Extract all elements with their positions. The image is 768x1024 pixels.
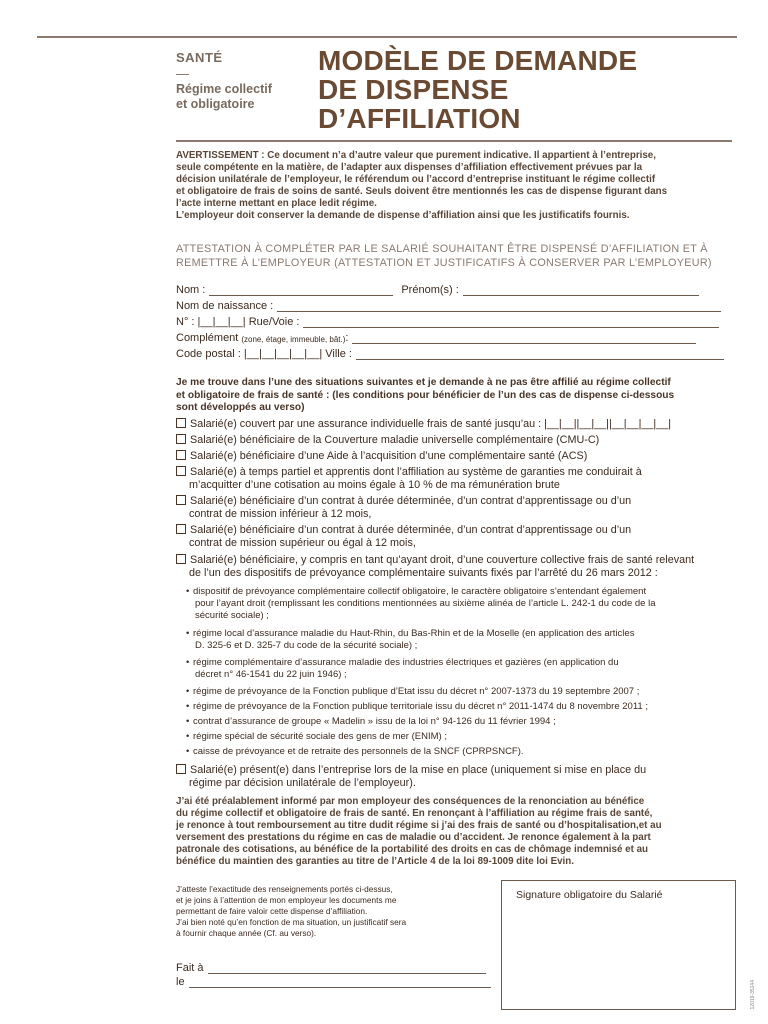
list-item: • régime de prévoyance de la Fonction publique territoriale issu du décret n° 2011-1474 du 8 novembre 2011 ; [186,701,648,712]
option-acs: Salarié(e) bénéficiaire d’une Aide à l’acquisition d’une complémentaire santé (ACS) [176,450,587,463]
page-title: MODÈLE DE DEMANDE DE DISPENSE D’AFFILIATION [318,45,638,134]
checkbox-long-contract[interactable] [176,524,186,534]
list-item: • régime local d’assurance maladie du Haut-Rhin, du Bas-Rhin et de la Moselle (en application des articles D. 325-6 et D. 325-7 du code de la sécurité sociale) ; [186,628,635,651]
option-short-contract: Salarié(e) bénéficiaire d’un contrat à durée déterminée, d’un contrat d’apprentissage ou d’un contrat de mission inférieur à 12 mois, [176,495,631,521]
category-dash: — [176,66,189,81]
nom-input[interactable] [209,285,393,296]
city-input[interactable] [356,349,724,360]
checkbox-collective-coverage[interactable] [176,554,186,564]
list-item: • contrat d’assurance de groupe « Madelin » issu de la loi n° 94-126 du 11 février 1994 ; [186,716,556,727]
complement-hint: (zone, étage, immeuble, bât.) [241,335,346,344]
birth-name-label: Nom de naissance : [176,300,274,312]
checkbox-short-contract[interactable] [176,495,186,505]
attestation-heading: ATTESTATION À COMPLÉTER PAR LE SALARIÉ SOUHAITANT ÊTRE DISPENSÉ D’AFFILIATION ET À REMETTRE À L’EMPLOYEUR (ATTESTATION ET JUSTIFICATIFS À CONSERVER PAR L’EMPLOYEUR) [176,243,712,269]
checkbox-acs[interactable] [176,450,186,460]
top-rule [37,36,737,38]
option-cmu-c: Salarié(e) bénéficiaire de la Couverture maladie universelle complémentaire (CMU-C) [176,434,599,447]
date-input[interactable] [189,977,491,988]
postal-label: Code postal : |__|__|__|__|__| Ville : [176,348,352,360]
list-item: • caisse de prévoyance et de retraite des personnels de la SNCF (CPRPSNCF). [186,746,524,757]
situations-intro: Je me trouve dans l’une des situations suivantes et je demande à ne pas être affilié au régime collectif et obligatoire de frais de santé : (les conditions pour bénéficier de l’un des cas de dispense ci-dessous sont développés au verso) [176,377,675,413]
option-collective-coverage: Salarié(e) bénéficiaire, y compris en tant qu’ayant droit, d’une couverture collective frais de santé relevant de l’un des dispositifs de prévoyance complémentaire suivants fixés par l’arrêté du 26 mars 2012 : [176,554,694,580]
option-present-at-setup: Salarié(e) présent(e) dans l’entreprise lors de la mise en place (uniquement si mise en place du régime par décision unilatérale de l’employeur). [176,764,646,790]
list-item: • régime de prévoyance de la Fonction publique d’Etat issu du décret n° 2007-1373 du 19 septembre 2007 ; [186,686,640,697]
checkbox-present-at-setup[interactable] [176,764,186,774]
title-rule [176,140,732,142]
certification-text: J’atteste l’exactitude des renseignements portés ci-dessus, et je joins à l’attention de mon employeur les documents me permettant de faire valoir cette dispense d’affiliation. J’ai bien noté qu’en fonction de ma situation, un justificatif sera à fournir chaque année (Cf. au verso). [176,884,407,938]
list-item: • dispositif de prévoyance complémentaire collectif obligatoire, le caractère obligatoire s’entendant également pour l’ayant droit (remplissant les conditions mentionnées au sixième alinéa de l’article L. 242-1 du code de la sécurité sociale) ; [186,586,656,621]
checkbox-part-time[interactable] [176,466,186,476]
place-label: Fait à [176,962,204,974]
date-label: le [176,976,185,988]
signature-label: Signature obligatoire du Salarié [516,889,663,901]
complement-input[interactable] [352,333,696,344]
prenom-label: Prénom(s) : [401,284,459,296]
prenom-input[interactable] [463,285,699,296]
option-long-contract: Salarié(e) bénéficiaire d’un contrat à durée déterminée, d’un contrat d’apprentissage ou d’un contrat de mission supérieur ou égal à 12 mois, [176,524,631,550]
place-input[interactable] [208,963,486,974]
option-part-time: Salarié(e) à temps partiel et apprentis dont l’affiliation au système de garanties me conduirait à m’acquitter d’une cotisation au moins égale à 10 % de ma rémunération brute [176,466,642,492]
warning-paragraph: AVERTISSEMENT : Ce document n’a d’autre valeur que purement indicative. Il appartient à l’entreprise, seule compétente en la matière, de l’adapter aux dispenses d’affiliation effectivement prévues par la décision unilatérale de l’employeur, le référendum ou l’accord d’entreprise instituant le régime collectif et obligatoire de frais de soins de santé. Seuls doivent être mentionnés les cas de dispense figurant dans l’acte interne mettant en place ledit régime. L’employeur doit conserver la demande de dispense d’affiliation ainsi que les justificatifs fournis. [176,150,668,221]
category-subtitle: Régime collectif et obligatoire [176,82,272,111]
nom-label: Nom : [176,284,206,296]
address-input[interactable] [303,317,719,328]
name-row [176,284,699,296]
address-label: N° : |__|__|__| Rue/Voie : [176,316,300,328]
signature-box[interactable] [501,880,736,1010]
postal-row [176,348,724,360]
list-item: • régime spécial de sécurité sociale des gens de mer (ENIM) ; [186,731,447,742]
checkbox-individual-insurance[interactable] [176,418,186,428]
checkbox-cmu-c[interactable] [176,434,186,444]
category-label: SANTÉ [176,50,223,65]
address-row [176,316,719,328]
complement-label: Complément [176,332,239,344]
birth-name-input[interactable] [277,301,721,312]
complement-colon: : [345,332,349,344]
renunciation-paragraph: J’ai été préalablement informé par mon employeur des conséquences de la renonciation au bénéfice du régime collectif et obligatoire de frais de santé. En renonçant à l’affiliation au régime frais de santé, je renonce à tout remboursement au titre dudit régime si j’ai des frais de santé ou d’hospitalisation,et au versement des prestations du régime en cas de maladie ou d’accident. Je renonce également à la part patronale des cotisations, au bénéfice de la portabilité des droits en cas de chômage indemnisé et au bénéfice du maintien des garanties au titre de l’Article 4 de la loi 89-1009 dite loi Evin. [176,796,662,867]
date-row [176,976,491,988]
option-individual-insurance: Salarié(e) couvert par une assurance individuelle frais de santé jusqu’au : |__|__||__|__||__|__|__|__| [176,418,671,431]
birth-name-row [176,300,721,312]
complement-row [176,332,696,344]
document-code: 12019-35144 [750,980,756,1010]
place-row [176,962,486,974]
list-item: • régime complémentaire d’assurance maladie des industries électriques et gazières (en application du décret n° 46-1541 du 22 juin 1946) ; [186,657,619,680]
